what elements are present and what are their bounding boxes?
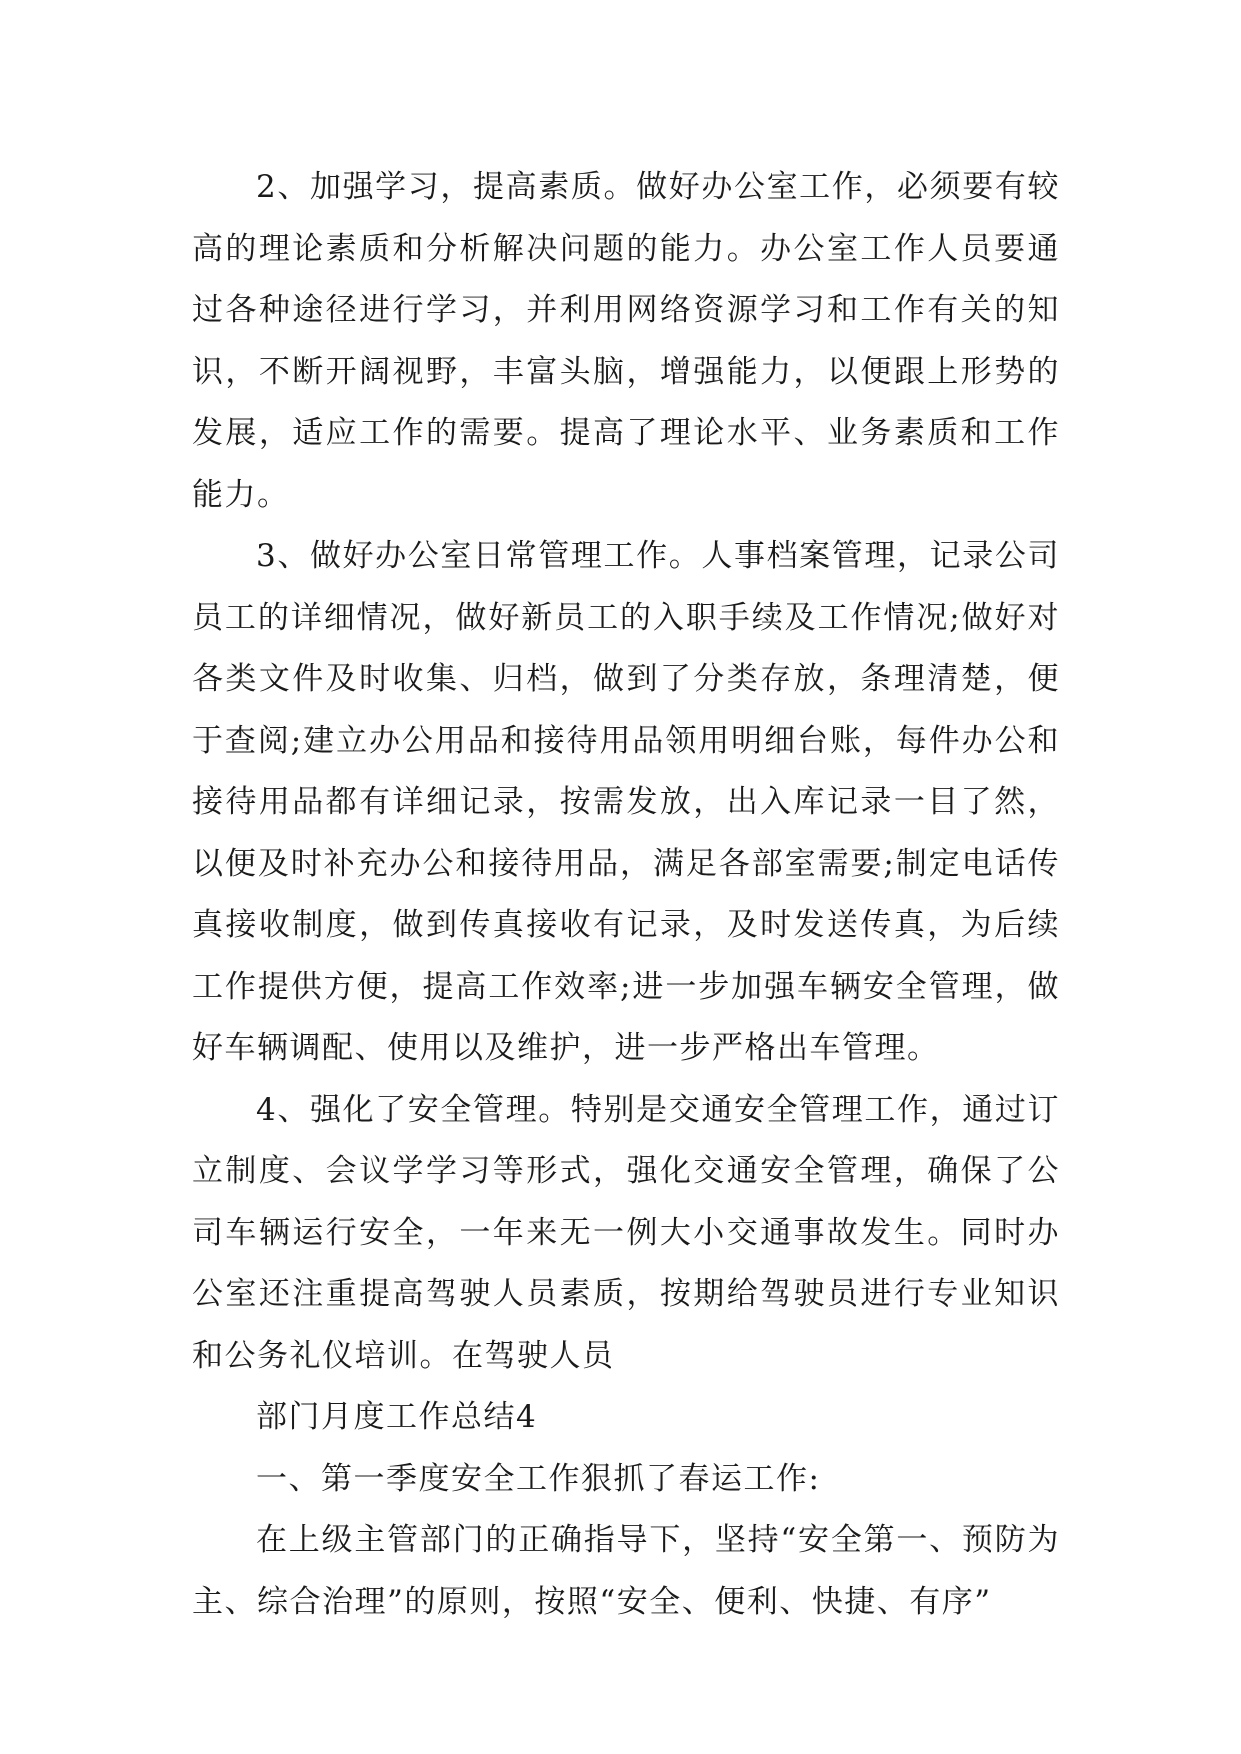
document-body bbox=[192, 157, 1060, 1633]
section-heading: 部门月度工作总结4 bbox=[256, 1399, 538, 1435]
paragraph-guidance: 在上级主管部门的正确指导下，坚持“安全第一、预防为主、综合治理”的原则，按照“安全、便利、快捷、有序” bbox=[192, 1522, 1060, 1620]
subsection-heading: 一、第一季度安全工作狠抓了春运工作: bbox=[256, 1460, 821, 1497]
paragraph-safety-management: 4、强化了安全管理。特别是交通安全管理工作，通过订立制度、会议学学习等形式，强化交通安全管理，确保了公司车辆运行安全，一年来无一例大小交通事故发生。同时办公室还注重提高驾驶人员素质，按期给驾驶员进行专业知识和公务礼仪培训。在驾驶人员 bbox=[192, 1091, 1060, 1374]
paragraph-office-management: 3、做好办公室日常管理工作。人事档案管理，记录公司员工的详细情况，做好新员工的入职手续及工作情况;做好对各类文件及时收集、归档，做到了分类存放，条理清楚，便于查阅;建立办公用品和接待用品领用明细台账，每件办公和接待用品都有详细记录，按需发放，出入库记录一目了然，以便及时补充办公和接待用品，满足各部室需要;制定电话传真接收制度，做到传真接收有记录，及时发送传真，为后续工作提供方便，提高工作效率;进一步加强车辆安全管理，做好车辆调配、使用以及维护，进一步严格出车管理。 bbox=[192, 538, 1060, 1066]
paragraph-study: 2、加强学习，提高素质。做好办公室工作，必须要有较高的理论素质和分析解决问题的能力。办公室工作人员要通过各种途径进行学习，并利用网络资源学习和工作有关的知识，不断开阔视野，丰富头脑，增强能力，以便跟上形势的发展，适应工作的需要。提高了理论水平、业务素质和工作能力。 bbox=[192, 169, 1060, 513]
